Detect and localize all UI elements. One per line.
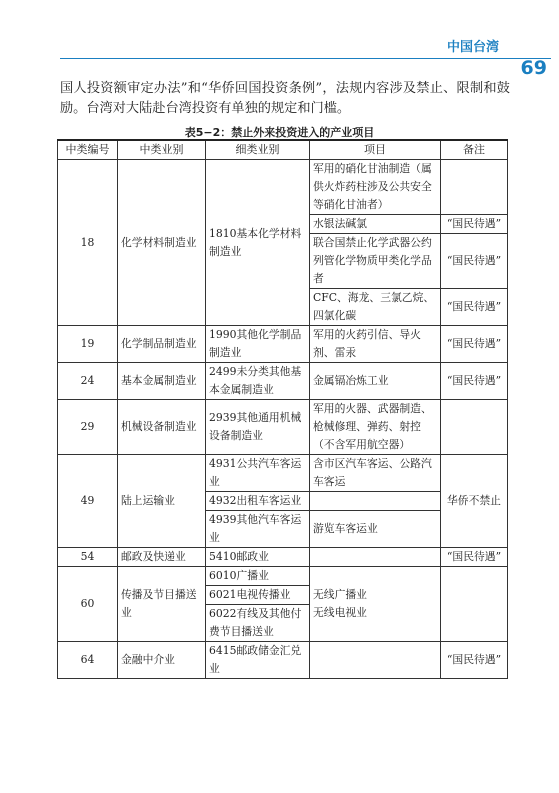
cell-category: 传播及节目播送业 <box>118 567 206 642</box>
item-line: 无线广播业 <box>313 588 367 601</box>
cell-subcategory: 2939其他通用机械设备制造业 <box>206 400 310 455</box>
table-row <box>58 400 508 455</box>
cell-item: 金属镉冶炼工业 <box>310 363 441 400</box>
cell-item: 军用的硝化甘油制造（属供火炸药柱涉及公共安全等硝化甘油者） <box>310 160 441 215</box>
cell-note: “国民待遇” <box>441 289 508 326</box>
cell-subcategory: 4939其他汽车客运业 <box>206 511 310 548</box>
cell-item: 含市区汽车客运、公路汽车客运 <box>310 455 441 492</box>
cell-item: CFC、海龙、三氯乙烷、四氯化碳 <box>310 289 441 326</box>
body-paragraph: 国人投资额审定办法”和“华侨回国投资条例”，法规内容涉及禁止、限制和鼓励。台湾对大陆赴台湾投资有单独的规定和门槛。 <box>60 81 510 116</box>
cell-subcategory: 2499未分类其他基本金属制造业 <box>206 363 310 400</box>
cell-item <box>310 642 441 679</box>
cell-note: “国民待遇” <box>441 363 508 400</box>
industry-table <box>57 139 508 679</box>
table-caption: 表5−2：禁止外来投资进入的产业项目 <box>184 126 375 139</box>
cell-item: 军用的火药引信、导火剂、雷汞 <box>310 326 441 363</box>
table-row <box>58 642 508 679</box>
cell-subcategory: 6415邮政储金汇兑业 <box>206 642 310 679</box>
cell-category: 机械设备制造业 <box>118 400 206 455</box>
cell-note: “国民待遇” <box>441 326 508 363</box>
cell-category: 基本金属制造业 <box>118 363 206 400</box>
cell-item <box>310 567 441 642</box>
cell-note <box>441 400 508 455</box>
cell-item <box>310 548 441 567</box>
section-label: 中国台湾 <box>446 40 499 55</box>
cell-note: “国民待遇” <box>441 642 508 679</box>
cell-note <box>441 567 508 642</box>
cell-code: 64 <box>58 642 118 679</box>
cell-code: 19 <box>58 326 118 363</box>
cell-subcategory: 1990其他化学制品制造业 <box>206 326 310 363</box>
cell-note: “国民待遇” <box>441 215 508 234</box>
header-code: 中类编号 <box>58 140 118 160</box>
table-row <box>58 548 508 567</box>
cell-category: 金融中介业 <box>118 642 206 679</box>
table-header-row <box>58 140 508 160</box>
table-row <box>58 567 508 586</box>
cell-category: 化学材料制造业 <box>118 160 206 326</box>
table-row <box>58 455 508 492</box>
cell-subcategory: 4931公共汽车客运业 <box>206 455 310 492</box>
table-row <box>58 160 508 215</box>
cell-code: 24 <box>58 363 118 400</box>
item-line: 无线电视业 <box>313 606 367 619</box>
header-item: 项目 <box>310 140 441 160</box>
cell-note: “国民待遇” <box>441 234 508 289</box>
cell-code: 54 <box>58 548 118 567</box>
cell-category: 邮政及快递业 <box>118 548 206 567</box>
table-row <box>58 363 508 400</box>
header-category: 中类业别 <box>118 140 206 160</box>
cell-subcategory: 6022有线及其他付费节目播送业 <box>206 605 310 642</box>
cell-note <box>441 160 508 215</box>
table-row <box>58 326 508 363</box>
cell-category: 化学制品制造业 <box>118 326 206 363</box>
cell-code: 18 <box>58 160 118 326</box>
header-note: 备注 <box>441 140 508 160</box>
cell-code: 49 <box>58 455 118 548</box>
cell-subcategory: 6010广播业 <box>206 567 310 586</box>
cell-category: 陆上运输业 <box>118 455 206 548</box>
cell-note: 华侨不禁止 <box>441 455 508 548</box>
cell-subcategory: 4932出租车客运业 <box>206 492 310 511</box>
cell-item: 游览车客运业 <box>310 511 441 548</box>
cell-item: 联合国禁止化学武器公约列管化学物质甲类化学品者 <box>310 234 441 289</box>
cell-subcategory: 1810基本化学材料制造业 <box>206 160 310 326</box>
header-subcategory: 细类业别 <box>206 140 310 160</box>
cell-note: “国民待遇” <box>441 548 508 567</box>
page-number: 69 <box>520 57 547 79</box>
cell-item <box>310 492 441 511</box>
cell-subcategory: 5410邮政业 <box>206 548 310 567</box>
cell-item: 军用的火器、武器制造、枪械修理、弹药、射控（不含军用航空器） <box>310 400 441 455</box>
cell-item: 水银法碱氯 <box>310 215 441 234</box>
cell-code: 29 <box>58 400 118 455</box>
cell-code: 60 <box>58 567 118 642</box>
header-rule <box>60 58 551 59</box>
cell-subcategory: 6021电视传播业 <box>206 586 310 605</box>
